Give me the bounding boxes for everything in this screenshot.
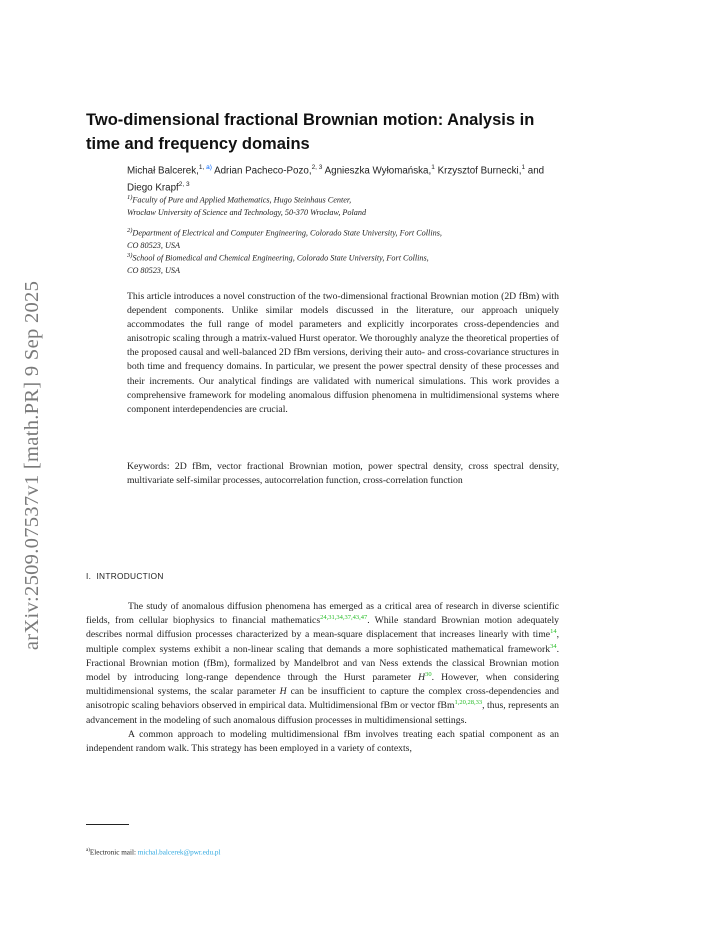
- affiliation-number: 1): [127, 194, 133, 201]
- arxiv-stamp-text: arXiv:2509.07537v1 [math.PR] 9 Sep 2025: [21, 280, 44, 650]
- text-run: A common approach to modeling multidimensional fBm involves treating each spatial component as an independent random walk. This strategy has been employed in a variety of contexts,: [86, 728, 559, 755]
- affiliation: [127, 225, 547, 252]
- text-run: The study of anomalous diffusion phenomena has emerged as a critical area of research in diverse scientific fields, from cellular biophysics to financial mathematics: [86, 601, 559, 627]
- text-run: . Fractional Brownian motion (fBm), formalized by Mandelbrot and van Ness extends the classical Brownian motion model by introducing long-range dependence through the Hurst parameter: [86, 643, 559, 684]
- affiliation-line: School of Biomedical and Chemical Engineering, Colorado State University, Fort Collins,: [132, 253, 429, 263]
- author-affiliation-mark: 2, 3: [178, 180, 190, 188]
- citation-link[interactable]: 30: [425, 670, 432, 678]
- math-symbol: H: [418, 672, 426, 684]
- text-run: . However, when considering multidimensional systems, the scalar parameter: [86, 672, 559, 698]
- author-name: Diego Krapf: [127, 182, 179, 194]
- affiliation-number: 2): [127, 227, 133, 234]
- affiliation-line: Faculty of Pure and Applied Mathematics, Hugo Steinhaus Center,: [132, 195, 352, 205]
- footnote-mark: a): [86, 848, 90, 853]
- email-link[interactable]: michal.balcerek@pwr.edu.pl: [137, 848, 221, 857]
- affiliation-line: CO 80523, USA: [127, 240, 180, 250]
- author-list: Michał Balcerek,$^{1,}$ $^{a)}$ Adrian Pacheco-Pozo,$^{2, 3}$ Agnieszka Wyłomańska,$^1$ Krzysztof Burnecki,$^1$ and Diego Krapf$^{2, 3}$: [127, 164, 545, 194]
- section-heading: [86, 571, 164, 581]
- author-footnote-link[interactable]: a): [206, 164, 212, 171]
- intro-paragraph-1: [86, 600, 559, 728]
- affiliation-line: CO 80523, USA: [127, 265, 180, 275]
- citation-link[interactable]: 1,20,28,33: [454, 699, 483, 707]
- text-run: , thus, represents an advancement in the modeling of such anomalous diffusion processes in multidimensional settings.: [86, 700, 559, 726]
- math-symbol: H: [279, 686, 287, 698]
- affiliation-line: Department of Electrical and Computer Engineering, Colorado State University, Fort Collins,: [132, 228, 442, 238]
- author-affiliation-mark: 1: [521, 164, 526, 171]
- text-run: . While standard Brownian motion adequately describes normal diffusion processes characterized by a mean-square displacement that increases linearly with time: [86, 615, 559, 641]
- affiliation: [127, 250, 547, 277]
- citation-link[interactable]: 14: [550, 628, 557, 636]
- text-run: , multiple complex systems exhibit a non-linear scaling that demands a more sophisticated mathematical framework: [86, 629, 559, 655]
- section-number: I.: [86, 571, 92, 581]
- abstract: This article introduces a novel construction of the two-dimensional fractional Brownian motion (2D fBm) with dependent components. Unlike similar models discussed in the literature, our approach uniquely accommodates the full range of model parameters and explicitly incorporates cross-dependencies and anisotropic scaling through a matrix-valued Hurst operator. We thoroughly analyze the theoretical properties of the proposed causal and well-balanced 2D fBm versions, deriving their auto- and cross-covariance structures in both time and frequency domains. In particular, we present the power spectral density of these processes and their increments. Our analytical findings are validated with numerical simulations. This work provides a comprehensive framework for modeling anomalous diffusion phenomena in multidimensional systems where component interdependencies are crucial.: [127, 291, 559, 415]
- arxiv-stamp: [16, 255, 50, 675]
- author-name: Agnieszka Wyłomańska,: [324, 165, 432, 177]
- affiliation: [127, 192, 547, 219]
- citation-link[interactable]: 34: [550, 642, 557, 650]
- intro-paragraph-2: [86, 728, 559, 756]
- footnote-label: Electronic mail:: [89, 848, 138, 857]
- author-affiliation-mark: 1: [431, 164, 435, 171]
- citation-link[interactable]: 24,31,34,37,43,47: [320, 613, 368, 621]
- author-name: Adrian Pacheco-Pozo,: [214, 165, 312, 177]
- affiliation-number: 3): [127, 252, 133, 259]
- footnote-rule: [86, 824, 129, 825]
- affiliation-line: Wrocław University of Science and Technology, 50-370 Wrocław, Poland: [127, 207, 367, 217]
- section-title: INTRODUCTION: [96, 571, 164, 581]
- introduction-body: [86, 600, 559, 756]
- author-name: Krzysztof Burnecki,: [437, 165, 522, 177]
- paper-title: Two-dimensional fractional Brownian motion: Analysis in time and frequency domains: [86, 111, 535, 153]
- author-affiliation-mark: 1,: [198, 164, 207, 171]
- text-run: can be insufficient to capture the complex cross-dependencies and anisotropic scaling behaviors observed in empirical data. Multidimensional fBm or vector fBm: [86, 686, 559, 712]
- author-name: Michał Balcerek,: [127, 165, 199, 177]
- footnote: [86, 848, 220, 856]
- author-affiliation-mark: 2, 3: [311, 164, 323, 171]
- keywords: Keywords: 2D fBm, vector fractional Brownian motion, power spectral density, cross spectral density, multivariate self-similar processes, autocorrelation function, cross-correlation function: [127, 461, 559, 487]
